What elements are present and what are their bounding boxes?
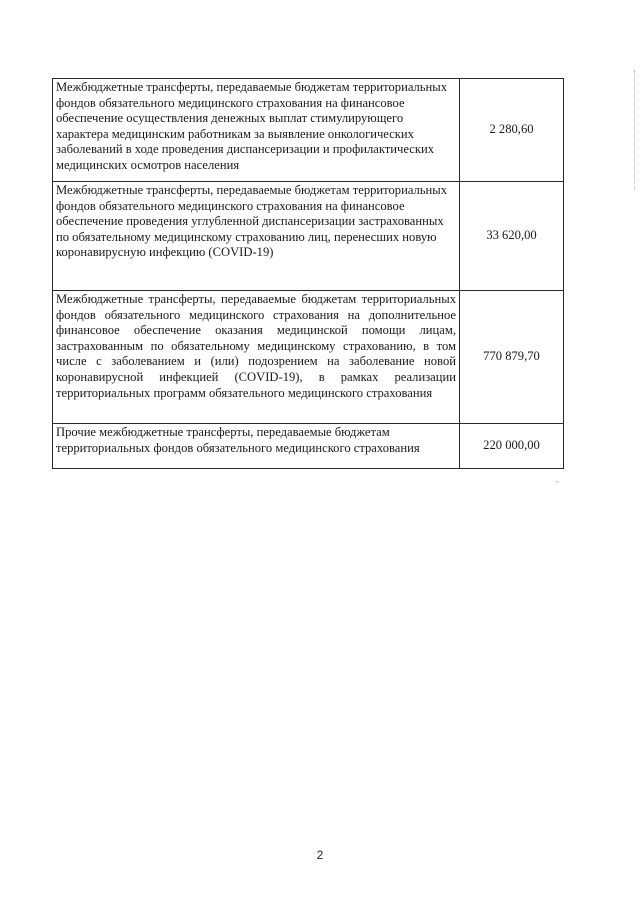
table-row	[53, 291, 564, 424]
closing-quote-mark: "	[556, 480, 559, 488]
row-amount: 33 620,00	[460, 182, 564, 291]
row-description: Прочие межбюджетные трансферты, передаваемые бюджетам территориальных фондов обязательного медицинского страхования	[53, 424, 460, 469]
table-row	[53, 79, 564, 182]
row-description: Межбюджетные трансферты, передаваемые бюджетам территориальных фондов обязательного медицинского страхования на финансовое обеспечение осуществления денежных выплат стимулирующего характера медицинским работникам за выявление онкологических заболеваний в ходе проведения диспансеризации и профилактических медицинских осмотров населения	[53, 79, 460, 182]
budget-transfers-table	[52, 78, 564, 469]
scan-margin-marks	[632, 70, 635, 190]
table-row	[53, 424, 564, 469]
row-description: Межбюджетные трансферты, передаваемые бюджетам территориальных фондов обязательного медицинского страхования на дополнительное финансовое обеспечение оказания медицинской помощи лицам, застрахованным по обязательному медицинскому страхованию, в том числе с заболеванием и (или) подозрением на заболевание новой коронавирусной инфекцией (COVID-19), в рамках реализации территориальных программ обязательного медицинского страхования	[53, 291, 460, 424]
row-description: Межбюджетные трансферты, передаваемые бюджетам территориальных фондов обязательного медицинского страхования на финансовое обеспечение проведения углубленной диспансеризации застрахованных по обязательному медицинскому страхованию лиц, перенесших новую коронавирусную инфекцию (COVID-19)	[53, 182, 460, 291]
row-amount: 770 879,70	[460, 291, 564, 424]
row-amount: 2 280,60	[460, 79, 564, 182]
page-number: 2	[316, 848, 324, 862]
table-row	[53, 182, 564, 291]
row-amount: 220 000,00	[460, 424, 564, 469]
